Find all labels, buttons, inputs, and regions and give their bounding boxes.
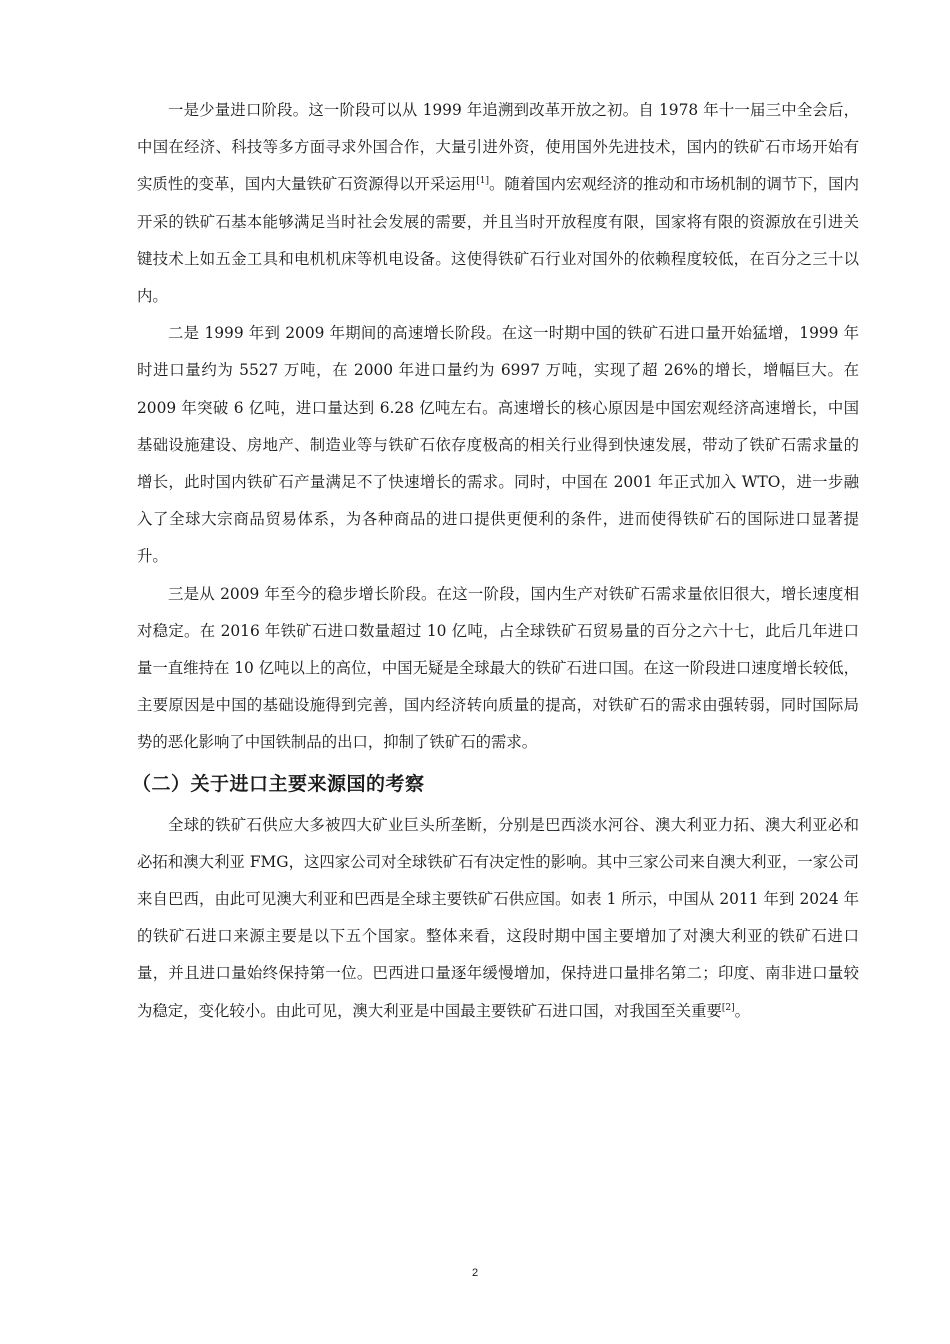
paragraph-steady-growth-stage: 三是从 2009 年至今的稳步增长阶段。在这一阶段，国内生产对铁矿石需求量依旧很大，增长速度相对稳定。在 2016 年铁矿石进口数量超过 10 亿吨，占全球铁矿石贸易量的百分之六十七，此后几年进口量一直维持在 10 亿吨以上的高位，中国无疑是全球最大的铁矿石进口国。在这一阶段进口速度增长较低，主要原因是中国的基础设施得到完善，国内经济转向质量的提高，对铁矿石的需求由强转弱，同时国际局势的恶化影响了中国铁制品的出口，抑制了铁矿石的需求。: [137, 584, 859, 752]
paragraph-text: 。随着国内宏观经济的推动和市场机制的调节下，国内开采的铁矿石基本能够满足当时社会发展的需要，并且当时开放程度有限，国家将有限的资源放在引进关键技术上如五金工具和电机机床等机电设备。这使得铁矿石行业对国外的依赖程度较低，在百分之三十以内。: [137, 175, 859, 306]
section-heading: （二）关于进口主要来源国的考察: [132, 772, 425, 795]
paragraph-high-growth-stage: 二是 1999 年到 2009 年期间的高速增长阶段。在这一时期中国的铁矿石进口量开始猛增，1999 年时进口量约为 5527 万吨，在 2000 年进口量约为 6997 万吨，实现了超 26%的增长，增幅巨大。在 2009 年突破 6 亿吨，进口量达到 6.28 亿吨左右。高速增长的核心原因是中国宏观经济高速增长，中国基础设施建设、房地产、制造业等与铁矿石依存度极高的相关行业得到快速发展，带动了铁矿石需求量的增长，此时国内铁矿石产量满足不了快速增长的需求。同时，中国在 2001 年正式加入 WTO，进一步融入了全球大宗商品贸易体系，为各种商品的进口提供更便利的条件，进而使得铁矿石的国际进口显著提升。: [137, 324, 859, 566]
paragraph-text: 。: [734, 1001, 751, 1020]
paragraph-text: 一是少量进口阶段。这一阶段可以从 1999 年追溯到改革开放之初。自 1978 年十一届三中全会后，中国在经济、科技等多方面寻求外国合作，大量引进外资，使用国外先进技术，国内的铁矿石市场开始有实质性的变革，国内大量铁矿石资源得以开采运用: [137, 101, 859, 194]
paragraph-source-countries: [137, 807, 859, 1030]
document-body: [132, 92, 859, 1030]
page-number: 2: [471, 1267, 479, 1279]
paragraph-text: 全球的铁矿石供应大多被四大矿业巨头所垄断，分别是巴西淡水河谷、澳大利亚力拓、澳大利亚必和必拓和澳大利亚 FMG，这四家公司对全球铁矿石有决定性的影响。其中三家公司来自澳大利亚，一家公司来自巴西，由此可见澳大利亚和巴西是全球主要铁矿石供应国。如表 1 所示，中国从 2011 年到 2024 年的铁矿石进口来源主要是以下五个国家。整体来看，这段时期中国主要增加了对澳大利亚的铁矿石进口量，并且进口量始终保持第一位。巴西进口量逐年缓慢增加，保持进口量排名第二；印度、南非进口量较为稳定，变化较小。由此可见，澳大利亚是中国最主要铁矿石进口国，对我国至关重要: [137, 815, 859, 1020]
citation-ref-2[interactable]: [2]: [721, 1002, 735, 1013]
paragraph-low-import-stage: [137, 92, 859, 315]
citation-ref-1[interactable]: [1]: [476, 176, 489, 187]
